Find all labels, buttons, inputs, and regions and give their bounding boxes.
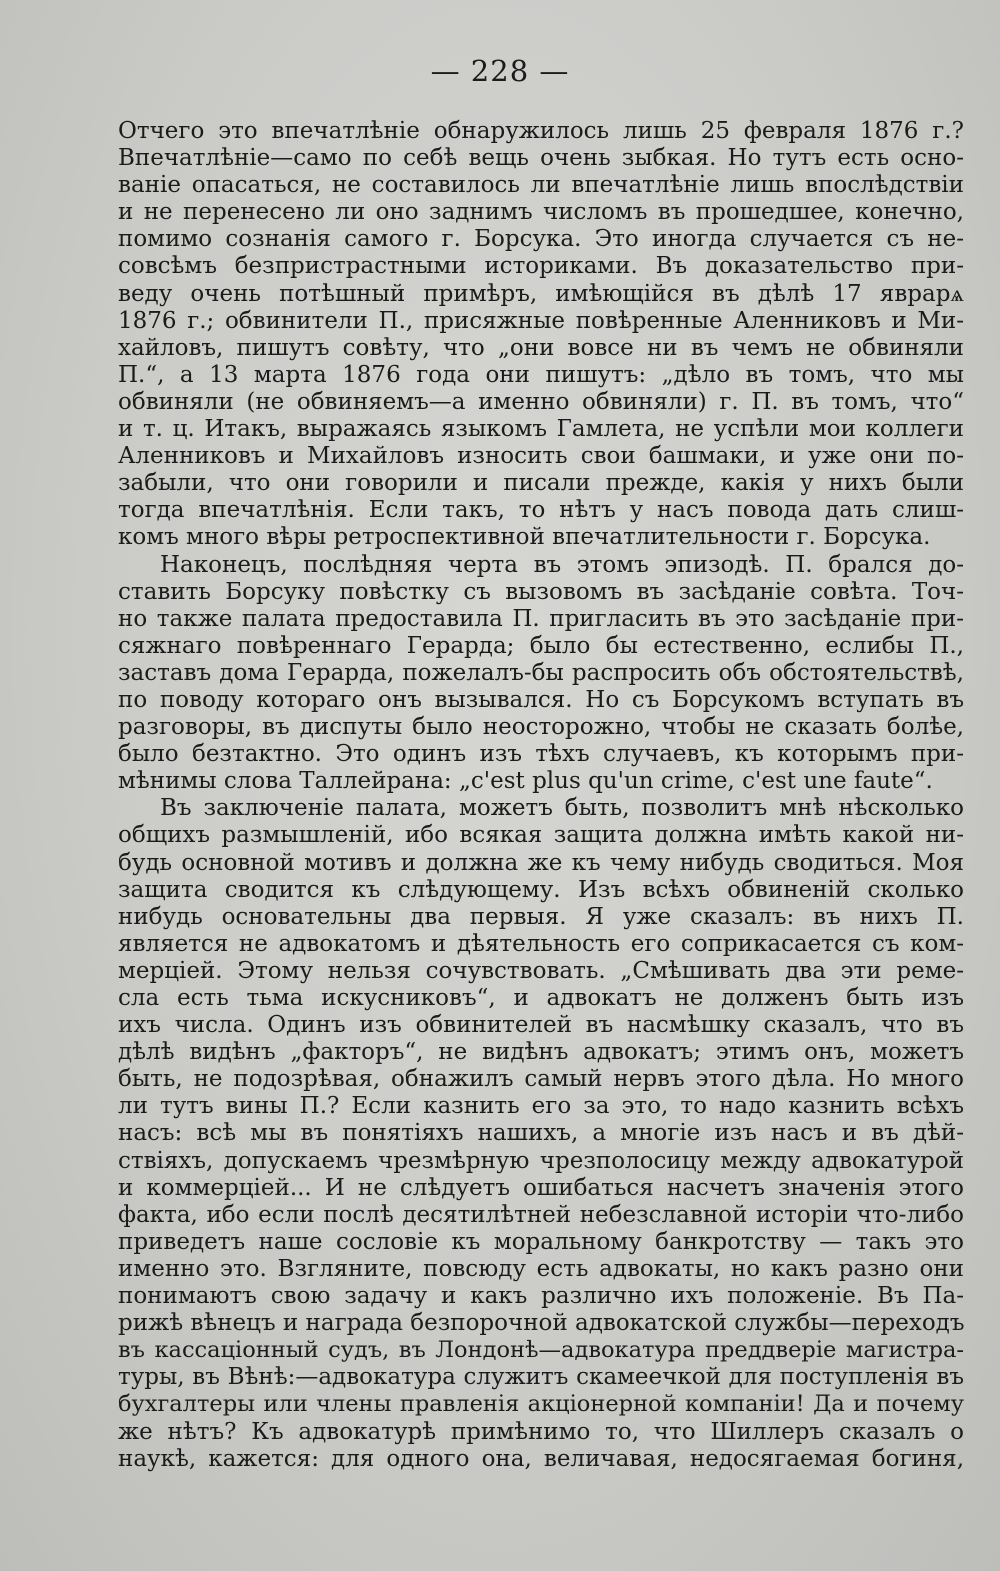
text-line: насъ: всѣ мы въ понятіяхъ нашихъ, а многіе изъ насъ и въ дѣй- — [118, 1120, 964, 1147]
text-line: Отчего это впечатлѣніе обнаружилось лишь 25 февраля 1876 г.? — [118, 118, 964, 144]
text-line: Аленниковъ и Михайловъ износить свои башмаки, и уже они по- — [118, 443, 964, 470]
text-line: факта, ибо если послѣ десятилѣтней небезславной исторіи что-либо — [118, 1201, 964, 1228]
text-line: обвиняли (не обвиняемъ—а именно обвиняли) г. П. въ томъ, что“ — [118, 388, 964, 415]
text-line: Наконецъ, послѣдняя черта въ этомъ эпизодѣ. П. брался до- — [160, 551, 964, 578]
text-line: защита сводится къ слѣдующему. Изъ всѣхъ обвиненій сколько — [118, 876, 964, 903]
text-line: приведетъ наше сословіе къ моральному банкротству — такъ это — [118, 1228, 964, 1255]
text-line: сяжнаго повѣреннаго Герарда; было бы естественно, еслибы П., — [118, 632, 964, 659]
text-line: комъ много вѣры ретроспективной впечатлительности г. Борсука. — [118, 524, 931, 551]
text-line: бухгалтеры или члены правленія акціонерной компаніи! Да и почему — [118, 1391, 964, 1418]
text-line: забыли, что они говорили и писали прежде, какія у нихъ были — [118, 470, 964, 497]
text-line: тогда впечатлѣнія. Если такъ, то нѣтъ у насъ повода дать слиш- — [118, 497, 964, 524]
text-line: но также палата предоставила П. пригласить въ это засѣданіе при- — [118, 605, 964, 632]
text-line: ихъ числа. Одинъ изъ обвинителей въ насмѣшку сказалъ, что въ — [118, 1012, 964, 1039]
text-line: заставъ дома Герарда, пожелалъ-бы распросить объ обстоятельствѣ, — [118, 659, 964, 686]
text-line: же нѣтъ? Къ адвокатурѣ примѣнимо то, что Шиллеръ сказалъ о — [118, 1418, 964, 1445]
text-line: помимо сознанія самого г. Борсука. Это иногда случается съ не- — [118, 226, 964, 253]
text-line: ли тутъ вины П.? Если казнить его за это, то надо казнить всѣхъ — [118, 1093, 964, 1120]
text-line: понимаютъ свою задачу и какъ различно ихъ положеніе. Въ Па- — [118, 1283, 964, 1310]
text-line: ставить Борсуку повѣстку съ вызовомъ въ засѣданіе совѣта. Точ- — [118, 578, 964, 605]
text-line: и коммерціей... И не слѣдуетъ ошибаться насчетъ значенія этого — [118, 1174, 964, 1201]
text-line: быть, не подозрѣвая, обнажилъ самый нервъ этого дѣла. Но много — [118, 1066, 964, 1093]
text-line: сла есть тьма искусниковъ“, и адвокатъ не долженъ быть изъ — [118, 985, 964, 1011]
text-line: наукѣ, кажется: для одного она, величавая, недосягаемая богиня, — [118, 1445, 964, 1472]
text-line: веду очень потѣшный примѣръ, имѣющійся въ дѣлѣ 17 яврарѧ — [118, 280, 964, 307]
text-line: П.“, а 13 марта 1876 года они пишутъ: „дѣло въ томъ, что мы — [118, 361, 964, 388]
text-line: туры, въ Вѣнѣ:—адвокатура служитъ скамеечкой для поступленія въ — [118, 1364, 964, 1391]
text-line: ствіяхъ, допускаемъ чрезмѣрную чрезполосицу между адвокатурой — [118, 1147, 964, 1174]
text-line: нибудь основательны два первыя. Я уже сказалъ: въ нихъ П. — [118, 903, 964, 930]
page-number: — 228 — — [430, 54, 570, 88]
text-line: по поводу котораго онъ вызывался. Но съ Борсукомъ вступать въ — [118, 686, 964, 713]
text-line: хайловъ, пишутъ совѣту, что „они вовсе ни въ чемъ не обвиняли — [118, 334, 964, 361]
text-line: Впечатлѣніе—само по себѣ вещь очень зыбкая. Но тутъ есть осно- — [118, 145, 964, 172]
text-line: было безтактно. Это одинъ изъ тѣхъ случаевъ, къ которымъ при- — [118, 741, 964, 768]
text-line: является не адвокатомъ и дѣятельность его соприкасается съ ком- — [118, 930, 964, 957]
text-line: въ кассаціонный судъ, въ Лондонѣ—адвокатура преддверіе магистра- — [118, 1337, 964, 1364]
text-line: и т. ц. Итакъ, выражаясь языкомъ Гамлета, не успѣли мои коллеги — [118, 416, 964, 443]
text-line: именно это. Взгляните, повсюду есть адвокаты, но какъ разно они — [118, 1255, 964, 1282]
text-line: ваніе опасаться, не составилось ли впечатлѣніе лишь впослѣдствіи — [118, 172, 964, 199]
text-line: 1876 г.; обвинители П., присяжные повѣренные Аленниковъ и Ми- — [118, 307, 964, 334]
text-line: рижѣ вѣнецъ и награда безпорочной адвокатской службы—переходъ — [118, 1310, 964, 1337]
text-line: будь основной мотивъ и должна же къ чему нибудь сводиться. Моя — [118, 849, 964, 876]
body-text — [118, 118, 964, 1473]
text-line: и не перенесено ли оно заднимъ числомъ въ прошедшее, конечно, — [118, 199, 964, 226]
text-line: совсѣмъ безпристрастными историками. Въ доказательство при- — [118, 253, 964, 280]
text-line: разговоры, въ диспуты было неосторожно, чтобы не сказать болѣе, — [118, 714, 964, 741]
text-line: Въ заключеніе палата, можетъ быть, позволитъ мнѣ нѣсколько — [160, 795, 964, 822]
text-line: мерціей. Этому нельзя сочувствовать. „Смѣшивать два эти реме- — [118, 957, 964, 984]
text-line: дѣлѣ видѣнъ „факторъ“, не видѣнъ адвокатъ; этимъ онъ, можетъ — [118, 1039, 964, 1066]
text-line: мѣнимы слова Таллейрана: „c'est plus qu'un crime, c'est une faute“. — [118, 768, 933, 795]
text-line: общихъ размышленій, ибо всякая защита должна имѣть какой ни- — [118, 822, 964, 849]
